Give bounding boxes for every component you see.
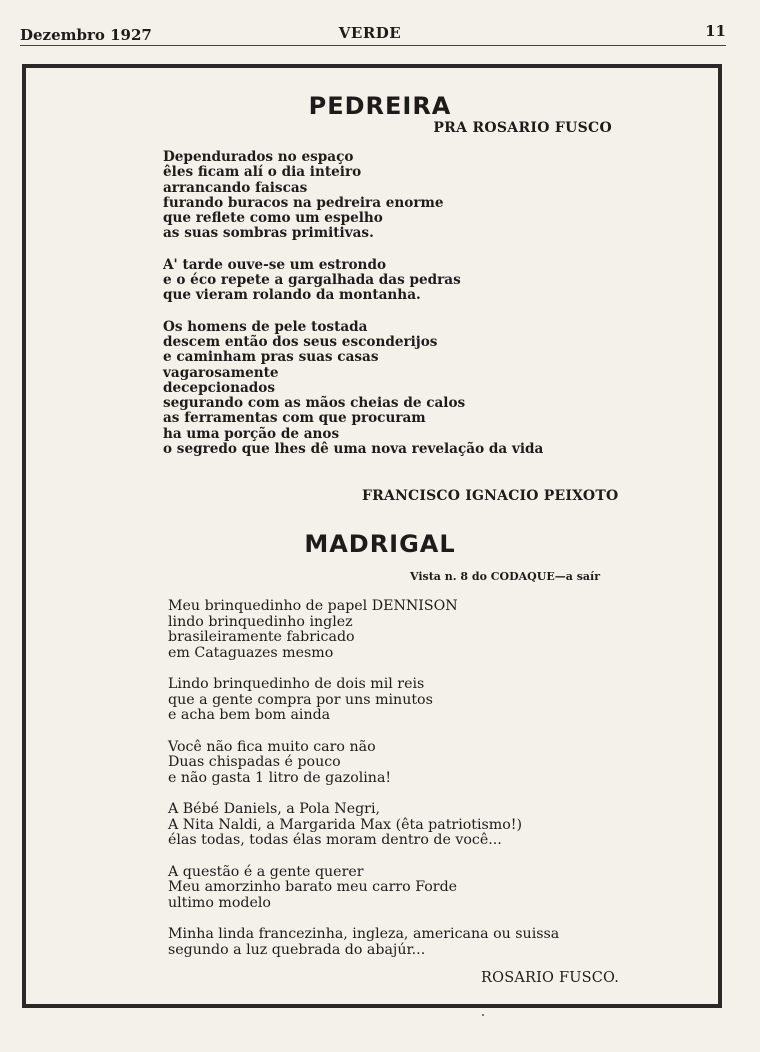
verse-line: A' tarde ouve-se um estrondo xyxy=(163,256,387,273)
verse-line: e não gasta 1 litro de gazolina! xyxy=(168,769,392,786)
author-signature-peixoto: FRANCISCO IGNACIO PEIXOTO xyxy=(362,488,619,504)
verse-line: Meu amorzinho barato meu carro Forde xyxy=(168,879,458,895)
poem-dedication: PRA ROSARIO FUSCO xyxy=(433,120,612,136)
verse-line: brasileiramente fabricado xyxy=(168,629,355,645)
verse-line: Lindo brinquedinho de dois mil reis xyxy=(168,676,425,692)
verse-line: élas todas, todas élas moram dentro de você... xyxy=(168,832,502,848)
verse-line: ha uma porção de anos xyxy=(163,425,340,442)
poem-subtitle-madrigal: Vista n. 8 do CODAQUE—a saír xyxy=(410,570,600,583)
verse-line: Os homens de pele tostada xyxy=(163,318,368,335)
print-mark xyxy=(482,1014,484,1016)
verse-line: lindo brinquedinho inglez xyxy=(168,613,353,630)
author-signature-fusco: ROSARIO FUSCO. xyxy=(481,970,620,986)
magazine-name: VERDE xyxy=(338,24,402,42)
stanza xyxy=(163,150,543,242)
poem-body-madrigal xyxy=(168,599,559,974)
stanza xyxy=(168,677,559,724)
verse-line: Dependurados no espaço xyxy=(163,149,354,165)
verse-line: Você não fica muito caro não xyxy=(168,738,376,755)
verse-line: descem então dos seus esconderijos xyxy=(163,333,438,350)
verse-line: arrancando faiscas xyxy=(163,179,308,196)
stanza xyxy=(168,927,559,958)
stanza xyxy=(168,599,559,661)
verse-line: decepcionados xyxy=(163,379,276,396)
verse-line: que vieram rolando da montanha. xyxy=(163,287,421,304)
issue-date: Dezembro 1927 xyxy=(20,26,152,44)
verse-line: furando buracos na pedreira enorme xyxy=(163,194,444,211)
verse-line: as ferramentas com que procuram xyxy=(163,410,426,427)
verse-line: Meu brinquedinho de papel DENNISON xyxy=(168,598,458,614)
verse-line: e acha bem bom ainda xyxy=(168,707,331,723)
verse-line: segundo a luz quebrada do abajúr... xyxy=(168,941,426,958)
verse-line: A Nita Naldi, a Margarida Max (êta patriotismo!) xyxy=(168,816,523,833)
verse-line: A Bébé Daniels, a Pola Negri, xyxy=(168,801,381,817)
stanza xyxy=(168,865,559,912)
stanza xyxy=(163,320,543,458)
verse-line: as suas sombras primitivas. xyxy=(163,225,374,242)
verse-line: e o éco repete a gargalhada das pedras xyxy=(163,272,461,289)
verse-line: e caminham pras suas casas xyxy=(163,349,379,366)
verse-line: que reflete como um espelho xyxy=(163,210,383,227)
verse-line: A questão é a gente querer xyxy=(168,863,364,880)
verse-line: Duas chispadas é pouco xyxy=(168,754,341,770)
verse-line: segurando com as mãos cheias de calos xyxy=(163,395,466,412)
page-header xyxy=(0,0,760,50)
verse-line: êles ficam alí o dia inteiro xyxy=(163,164,362,181)
verse-line: ultimo modelo xyxy=(168,894,271,911)
poem-title-madrigal: MADRIGAL xyxy=(304,530,456,558)
verse-line: Minha linda francezinha, ingleza, americana ou suissa xyxy=(168,926,560,942)
stanza xyxy=(163,258,543,304)
header-rule xyxy=(20,45,726,46)
stanza xyxy=(168,802,559,849)
poem-body-pedreira xyxy=(163,150,543,473)
verse-line: que a gente compra por uns minutos xyxy=(168,691,433,708)
page-number: 11 xyxy=(705,22,726,40)
stanza xyxy=(168,740,559,787)
poem-title-pedreira: PEDREIRA xyxy=(308,92,452,120)
verse-line: em Cataguazes mesmo xyxy=(168,644,334,661)
verse-line: vagarosamente xyxy=(163,364,279,381)
verse-line: o segredo que lhes dê uma nova revelação da vida xyxy=(163,441,544,458)
